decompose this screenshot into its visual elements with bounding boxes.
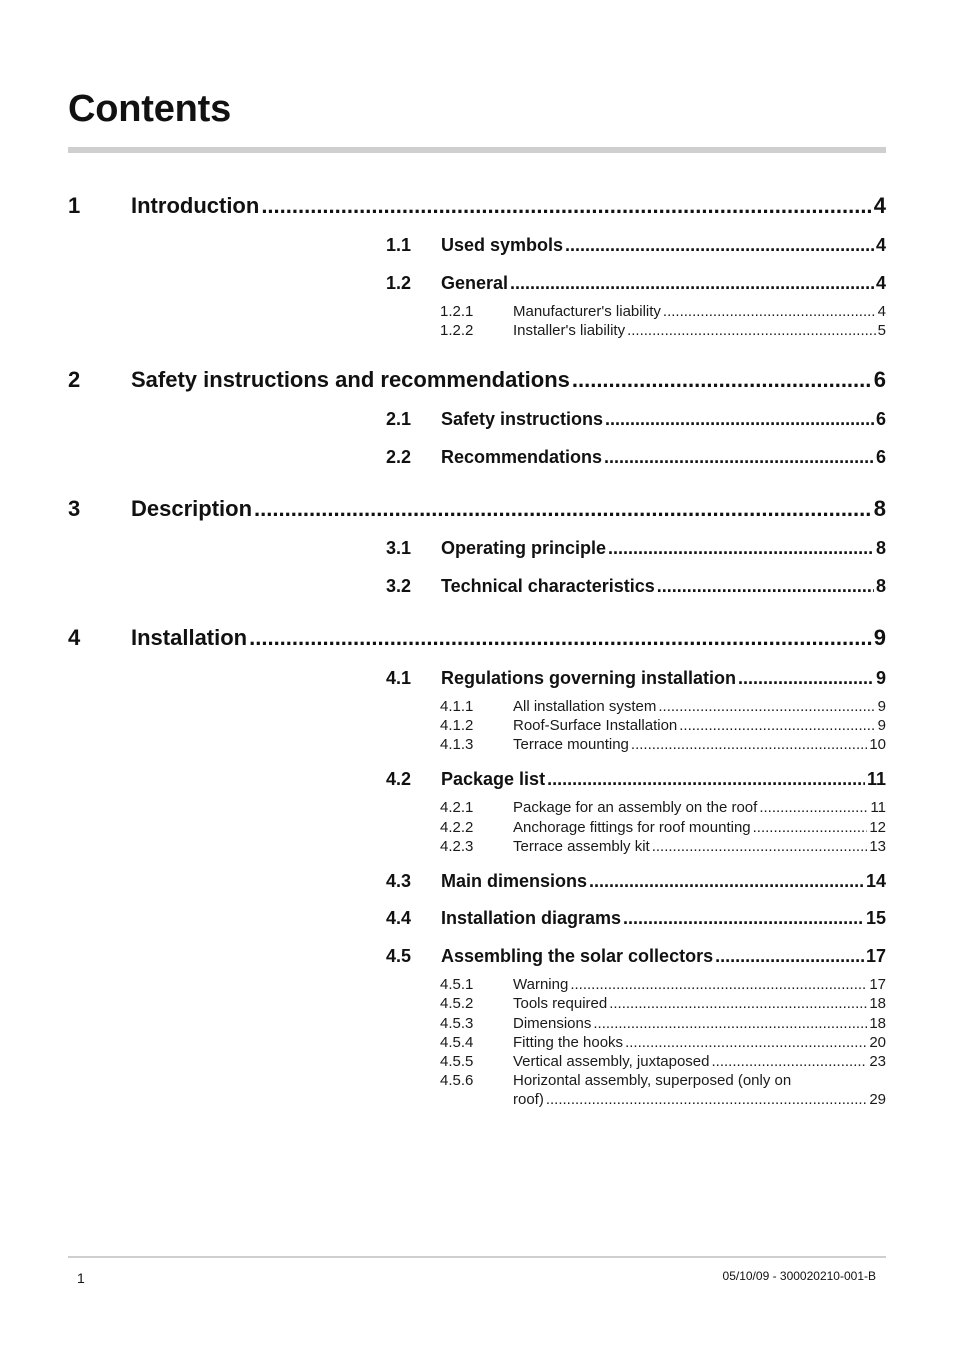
- toc-number: 2: [68, 367, 81, 392]
- toc-label: Safety instructions: [441, 409, 604, 429]
- toc-label: Package for an assembly on the roof: [513, 799, 758, 816]
- toc-entry-1-2[interactable]: [386, 273, 886, 294]
- title-divider: [68, 147, 886, 153]
- toc-number: 3.2: [386, 576, 412, 596]
- toc-label: Tools required: [513, 995, 608, 1012]
- toc-entry-4[interactable]: [68, 625, 886, 651]
- toc-leader-dots: [604, 447, 874, 468]
- toc-entry-1[interactable]: [68, 193, 886, 219]
- toc-entry-4-2-2[interactable]: [440, 819, 886, 836]
- toc-number: 4.1.3: [440, 736, 474, 753]
- toc-leader-dots: [570, 976, 867, 993]
- toc-page-number: 5: [877, 322, 886, 339]
- toc-number: 4: [68, 625, 81, 650]
- toc-label: Fitting the hooks: [513, 1034, 624, 1051]
- toc-leader-dots: [609, 995, 867, 1012]
- toc-label: Manufacturer's liability: [513, 303, 661, 320]
- toc-leader-dots: [663, 303, 876, 320]
- toc-leader-dots: [679, 717, 875, 734]
- toc-leader-dots: [753, 819, 868, 836]
- toc-entry-4-3[interactable]: [386, 871, 886, 892]
- toc-page-number: 18: [869, 995, 886, 1012]
- toc-page-number: 4: [875, 273, 886, 293]
- toc-entry-4-1-3[interactable]: [440, 736, 886, 753]
- footer-document-reference: 05/10/09 - 300020210-001-B: [722, 1269, 876, 1283]
- toc-leader-dots: [589, 871, 864, 892]
- toc-entry-4-1[interactable]: [386, 668, 886, 689]
- toc-page-number: 18: [869, 1015, 886, 1032]
- toc-label: Technical characteristics: [441, 576, 655, 596]
- toc-number: 4.5.3: [440, 1015, 474, 1032]
- toc-leader-dots: [759, 799, 868, 816]
- toc-page-number: 15: [865, 908, 886, 928]
- toc-entry-3[interactable]: [68, 496, 886, 522]
- toc-page-number: 9: [873, 625, 886, 650]
- toc-leader-dots: [715, 946, 864, 967]
- toc-page-number: 13: [869, 838, 886, 855]
- toc-page-number: 29: [869, 1091, 886, 1108]
- toc-page-number: 6: [875, 409, 886, 429]
- toc-entry-2[interactable]: [68, 367, 886, 393]
- toc-leader-dots: [547, 769, 865, 790]
- toc-label: Introduction: [131, 193, 260, 218]
- toc-entry-1-2-1[interactable]: [440, 303, 886, 320]
- toc-number: 1.2.1: [440, 303, 474, 320]
- toc-label: Safety instructions and recommendations: [131, 367, 570, 392]
- toc-leader-dots: [605, 409, 874, 430]
- toc-entry-4-5-2[interactable]: [440, 995, 886, 1012]
- toc-number: 3: [68, 496, 81, 521]
- toc-page-number: 4: [873, 193, 886, 218]
- toc-page-number: 6: [873, 367, 886, 392]
- toc-label: Dimensions: [513, 1015, 592, 1032]
- toc-number: 4.2: [386, 769, 412, 789]
- toc-number: 4.4: [386, 908, 412, 928]
- toc-leader-dots: [593, 1015, 867, 1032]
- toc-entry-4-5-5[interactable]: [440, 1053, 886, 1070]
- toc-label: Vertical assembly, juxtaposed: [513, 1053, 710, 1070]
- footer-divider: [68, 1256, 886, 1258]
- toc-label: Installation: [131, 625, 248, 650]
- toc-leader-dots: [565, 235, 874, 256]
- toc-label: Operating principle: [441, 538, 607, 558]
- toc-number: 4.5: [386, 946, 412, 966]
- toc-number: 4.3: [386, 871, 412, 891]
- toc-label: Terrace mounting: [513, 736, 629, 753]
- toc-entry-3-2[interactable]: [386, 576, 886, 597]
- toc-leader-dots: [546, 1091, 867, 1108]
- toc-number: 2.2: [386, 447, 412, 467]
- toc-label: All installation system: [513, 698, 657, 715]
- toc-number: 3.1: [386, 538, 412, 558]
- toc-number: 4.1: [386, 668, 412, 688]
- toc-number: 4.2.1: [440, 799, 474, 816]
- toc-page-number: 9: [877, 698, 886, 715]
- toc-entry-4-5-4[interactable]: [440, 1034, 886, 1051]
- toc-label: General: [441, 273, 509, 293]
- toc-leader-dots: [254, 496, 872, 522]
- toc-page-number: 11: [870, 799, 886, 816]
- toc-leader-dots: [510, 273, 874, 294]
- toc-entry-4-5[interactable]: [386, 946, 886, 967]
- toc-entry-4-5-1[interactable]: [440, 976, 886, 993]
- toc-entry-1-2-2[interactable]: [440, 322, 886, 339]
- toc-entry-4-1-2[interactable]: [440, 717, 886, 734]
- toc-entry-4-5-6-continuation[interactable]: [513, 1091, 886, 1108]
- toc-entry-4-5-6[interactable]: [440, 1072, 886, 1089]
- toc-page-number: 4: [875, 235, 886, 255]
- toc-number: 1.2.2: [440, 322, 474, 339]
- toc-label: Assembling the solar collectors: [441, 946, 714, 966]
- toc-entry-2-2[interactable]: [386, 447, 886, 468]
- toc-label: roof): [513, 1091, 544, 1108]
- footer-page-number: 1: [77, 1270, 85, 1286]
- toc-number: 4.5.1: [440, 976, 474, 993]
- toc-page-number: 20: [869, 1034, 886, 1051]
- toc-number: 4.5.6: [440, 1072, 474, 1089]
- toc-label: Installation diagrams: [441, 908, 622, 928]
- toc-entry-2-1[interactable]: [386, 409, 886, 430]
- toc-label: Anchorage fittings for roof mounting: [513, 819, 751, 836]
- toc-page-number: 10: [869, 736, 886, 753]
- toc-page-number: 9: [877, 717, 886, 734]
- toc-page-number: 17: [865, 946, 886, 966]
- toc-label: Main dimensions: [441, 871, 588, 891]
- toc-number: 4.5.2: [440, 995, 474, 1012]
- toc-leader-dots: [631, 736, 867, 753]
- toc-leader-dots: [627, 322, 876, 339]
- toc-number: 4.2.2: [440, 819, 474, 836]
- toc-page-number: 8: [875, 538, 886, 558]
- toc-page-number: 6: [875, 447, 886, 467]
- toc-label: Recommendations: [441, 447, 603, 467]
- toc-page-number: 8: [875, 576, 886, 596]
- toc-label: Horizontal assembly, superposed (only on: [513, 1072, 792, 1089]
- toc-number: 1.2: [386, 273, 412, 293]
- toc-leader-dots: [625, 1034, 867, 1051]
- toc-label: Package list: [441, 769, 546, 789]
- toc-page-number: 9: [875, 668, 886, 688]
- toc-number: 2.1: [386, 409, 412, 429]
- toc-entry-4-5-3[interactable]: [440, 1015, 886, 1032]
- toc-page-number: 11: [866, 769, 886, 789]
- toc-entry-4-1-1[interactable]: [440, 698, 886, 715]
- toc-label: Installer's liability: [513, 322, 626, 339]
- toc-page-number: 4: [877, 303, 886, 320]
- toc-number: 4.1.1: [440, 698, 474, 715]
- toc-leader-dots: [261, 193, 871, 219]
- toc-leader-dots: [572, 367, 872, 393]
- toc-page-number: 8: [873, 496, 886, 521]
- toc-leader-dots: [712, 1053, 868, 1070]
- toc-page-number: 23: [869, 1053, 886, 1070]
- toc-leader-dots: [623, 908, 864, 929]
- toc-label: Description: [131, 496, 253, 521]
- toc-label: Terrace assembly kit: [513, 838, 650, 855]
- toc-leader-dots: [657, 576, 874, 597]
- toc-entry-4-2-3[interactable]: [440, 838, 886, 855]
- toc-number: 1.1: [386, 235, 412, 255]
- toc-leader-dots: [652, 838, 868, 855]
- toc-label: Warning: [513, 976, 569, 993]
- toc-number: 4.1.2: [440, 717, 474, 734]
- toc-page-number: 12: [869, 819, 886, 836]
- toc-label: Used symbols: [441, 235, 564, 255]
- toc-leader-dots: [249, 625, 872, 651]
- toc-number: 4.5.4: [440, 1034, 474, 1051]
- toc-label: Roof-Surface Installation: [513, 717, 678, 734]
- toc-entry-3-1[interactable]: [386, 538, 886, 559]
- toc-leader-dots: [738, 668, 874, 689]
- toc-number: 4.2.3: [440, 838, 474, 855]
- toc-label: Regulations governing installation: [441, 668, 737, 688]
- toc-page-number: 14: [865, 871, 886, 891]
- toc-number: 4.5.5: [440, 1053, 474, 1070]
- toc-entry-4-4[interactable]: [386, 908, 886, 929]
- toc-number: 1: [68, 193, 81, 218]
- toc-entry-4-2-1[interactable]: [440, 799, 886, 816]
- page-title: Contents: [68, 88, 232, 130]
- toc-leader-dots: [658, 698, 875, 715]
- toc-entry-4-2[interactable]: [386, 769, 886, 790]
- toc-leader-dots: [608, 538, 874, 559]
- toc-entry-1-1[interactable]: [386, 235, 886, 256]
- toc-page-number: 17: [869, 976, 886, 993]
